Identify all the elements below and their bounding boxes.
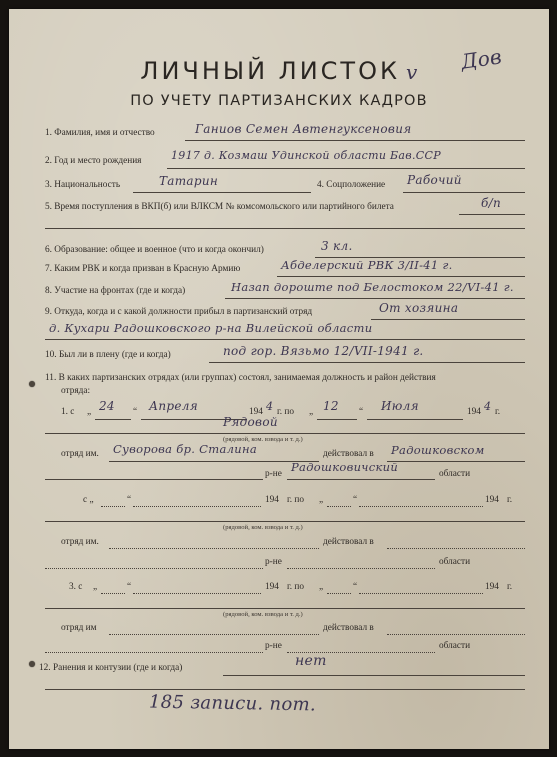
period-1-from-month: Апреля	[149, 399, 198, 413]
field-6-value: 3 кл.	[321, 239, 353, 253]
document-sheet: ЛИЧНЫЙ ЛИСТОК v Дов ПО УЧЕТУ ПАРТИЗАНСКИХ КАДРОВ 1. Фамилия, имя и отчество Ганиов Семен Автенгуксеновия 2. Год и место рождения 1917 д. Козмаш Удинской области Бав.ССР 3. Национальность Татарин 4. Соцположение Рабочий 5. Время поступления в ВКП(б) или ВЛКСМ № комсомольского или партийного билета б/п 6. Образование: общее и военное (что и когда окончил) 3 кл. 7. Каким РВК и когда призван в Красную Армию Абделерский РВК 3/II-41 г. 8. Участие на фронтах (где и когда) Назап дороште под Белостоком 22/VI-41 г. 9. Откуда, когда и с какой должности прибыл в партизанский отряд От хозяина д. Кухари Радошковского р-на Вилейской области 10. Был ли в плену (где и когда) под гор. Вязьмо 12/VII-1941 г. 11. В каких партизанских отрядах (или группах) состоял, занимаемая должность и район действия отряда: 1. с „ 24 “ Апреля 194 4 г. по „ 12 “ Июля 194 4 г. Рядовой (рядовой, ком. взвода и т. д.) отряд им. Суворова бр. Сталина действовал в Радошковском р-не Радошковичский области с „ “ 194 г. по „ “ 194 г. (рядовой, ком. взвода и т. д.) отряд им. действовал в р-не области 3. с „ “ 194 г. по „ “ 194 г. (рядовой, ком. взвода и т. д.) отряд им действовал в р-не области 12. Ранения и контузии (где и когда) нет 185 записи. пот.	[9, 9, 549, 749]
field-8-value: Назап дороште под Белостоком 22/VI-41 г.	[231, 280, 514, 294]
period-1-from-day: 24	[99, 399, 115, 413]
field-2-label: 2. Год и место рождения	[45, 156, 142, 166]
field-1-label: 1. Фамилия, имя и отчество	[45, 128, 155, 138]
footer-handwritten-note: 185 записи. пот.	[148, 691, 317, 716]
period-1-caption: (рядовой, ком. взвода и т. д.)	[223, 436, 303, 443]
field-11-label: 11. В каких партизанских отрядах (или группах) состоял, занимаемая должность и район действия	[45, 373, 436, 383]
corner-handwritten-note: Дов	[459, 44, 504, 74]
document-subtitle: ПО УЧЕТУ ПАРТИЗАНСКИХ КАДРОВ	[130, 93, 428, 109]
title-check-mark: v	[406, 60, 418, 84]
period-1-unit-prefix: отряд им.	[61, 449, 99, 459]
field-9-value-line-1: От хозяина	[379, 301, 459, 315]
hole-punch-mark	[29, 381, 35, 387]
field-8-label: 8. Участие на фронтах (где и когда)	[45, 286, 186, 296]
field-12-value: нет	[295, 653, 327, 669]
field-9-label: 9. Откуда, когда и с какой должности прибыл в партизанский отряд	[45, 307, 313, 317]
field-10-label: 10. Был ли в плену (где и когда)	[45, 350, 171, 360]
period-1-prefix: 1. с	[61, 407, 75, 417]
hole-punch-mark	[29, 661, 35, 667]
period-1-position: Рядовой	[223, 415, 278, 429]
field-6-label: 6. Образование: общее и военное (что и когда окончил)	[45, 245, 264, 255]
field-4-value: Рабочий	[407, 173, 462, 187]
document-title: ЛИЧНЫЙ ЛИСТОК v	[140, 57, 418, 85]
period-3-caption: (рядовой, ком. взвода и т. д.)	[223, 611, 303, 618]
field-5-value: б/п	[481, 196, 501, 210]
field-3-value: Татарин	[159, 174, 219, 188]
period-3-prefix: 3. с	[69, 582, 83, 592]
period-2-unit-prefix: отряд им.	[61, 537, 99, 547]
field-3-label: 3. Национальность	[45, 180, 121, 190]
field-7-value: Абделерский РВК 3/II-41 г.	[281, 258, 453, 272]
period-1-to-year-digit: 4	[484, 400, 492, 413]
field-10-value: под гор. Вязьмо 12/VII-1941 г.	[223, 344, 424, 358]
period-1-to-year: 194	[467, 407, 481, 417]
period-1-area: Радошковском	[391, 443, 485, 457]
period-3-unit-prefix: отряд им	[61, 623, 97, 633]
period-1-from-year: 194	[249, 407, 263, 417]
field-5-label: 5. Время поступления в ВКП(б) или ВЛКСМ № комсомольского или партийного билета	[45, 202, 394, 212]
period-2-prefix: с „	[83, 495, 94, 505]
field-1-value: Ганиов Семен Автенгуксеновия	[195, 122, 412, 136]
field-7-label: 7. Каким РВК и когда призван в Красную Армию	[45, 264, 241, 274]
period-1-district: Радошковичский	[291, 460, 399, 474]
period-2-caption: (рядовой, ком. взвода и т. д.)	[223, 524, 303, 531]
period-1-unit: Суворова бр. Сталина	[113, 442, 257, 456]
field-9-value-line-2: д. Кухари Радошковского р-на Вилейской области	[49, 321, 373, 335]
period-1-from-year-digit: 4	[266, 400, 274, 413]
period-1-to-day: 12	[323, 399, 339, 413]
field-11-label-cont: отряда:	[61, 386, 91, 396]
field-4-label: 4. Соцположение	[317, 180, 386, 190]
period-1-to-month: Июля	[381, 399, 419, 413]
field-12-label: 12. Ранения и контузии (где и когда)	[39, 663, 183, 673]
field-2-value: 1917 д. Козмаш Удинской области Бав.ССР	[171, 149, 441, 162]
